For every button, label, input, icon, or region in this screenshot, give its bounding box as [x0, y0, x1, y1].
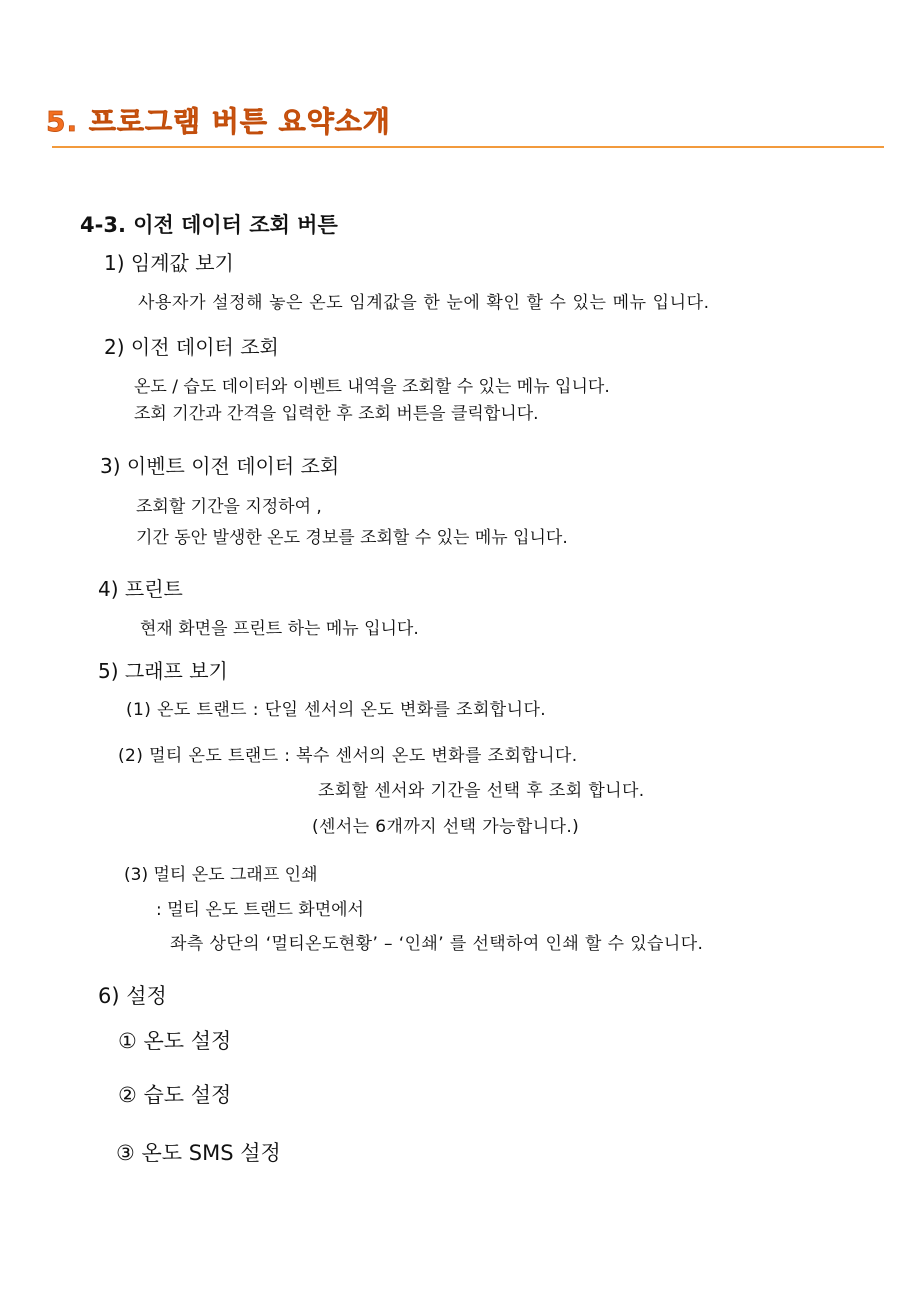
heading-threshold: 1) 임계값 보기 [104, 251, 234, 275]
heading-event-data: 3) 이벤트 이전 데이터 조회 [100, 454, 340, 478]
setting-temperature-sms: ③ 온도 SMS 설정 [116, 1141, 281, 1165]
title-divider [52, 146, 884, 148]
text-prev-data-1: 온도 / 습도 데이터와 이벤트 내역을 조회할 수 있는 메뉴 입니다. [134, 377, 610, 397]
heading-print: 4) 프린트 [98, 577, 183, 601]
text-graph-sub3-line2: : 멀티 온도 트랜드 화면에서 [156, 900, 364, 920]
text-graph-sub2-line3: (센서는 6개까지 선택 가능합니다.) [312, 817, 580, 837]
text-print-1: 현재 화면을 프린트 하는 메뉴 입니다. [140, 619, 419, 639]
text-graph-sub1: (1) 온도 트랜드 : 단일 센서의 온도 변화를 조회합니다. [126, 700, 547, 720]
text-graph-sub2: (2) 멀티 온도 트랜드 : 복수 센서의 온도 변화를 조회합니다. [118, 746, 578, 766]
heading-graph: 5) 그래프 보기 [98, 659, 228, 683]
heading-prev-data: 2) 이전 데이터 조회 [104, 335, 279, 359]
text-threshold-1: 사용자가 설정해 놓은 온도 임계값을 한 눈에 확인 할 수 있는 메뉴 입니다. [138, 293, 710, 313]
text-event-data-1: 조회할 기간을 지정하여 , [136, 497, 322, 517]
text-event-data-2: 기간 동안 발생한 온도 경보를 조회할 수 있는 메뉴 입니다. [136, 528, 568, 548]
text-graph-sub2-line2: 조회할 센서와 기간을 선택 후 조회 합니다. [318, 781, 645, 801]
text-graph-sub3: (3) 멀티 온도 그래프 인쇄 [124, 865, 318, 885]
heading-settings: 6) 설정 [98, 984, 167, 1008]
page-title: 5. 프로그램 버튼 요약소개 [46, 105, 391, 138]
text-prev-data-2: 조회 기간과 간격을 입력한 후 조회 버튼을 클릭합니다. [134, 404, 539, 424]
setting-humidity: ② 습도 설정 [118, 1083, 232, 1107]
setting-temperature: ① 온도 설정 [118, 1029, 232, 1053]
text-graph-sub3-line3: 좌측 상단의 ‘멀티온도현황’ – ‘인쇄’ 를 선택하여 인쇄 할 수 있습니다. [170, 934, 704, 954]
section-title: 4-3. 이전 데이터 조회 버튼 [80, 213, 338, 237]
